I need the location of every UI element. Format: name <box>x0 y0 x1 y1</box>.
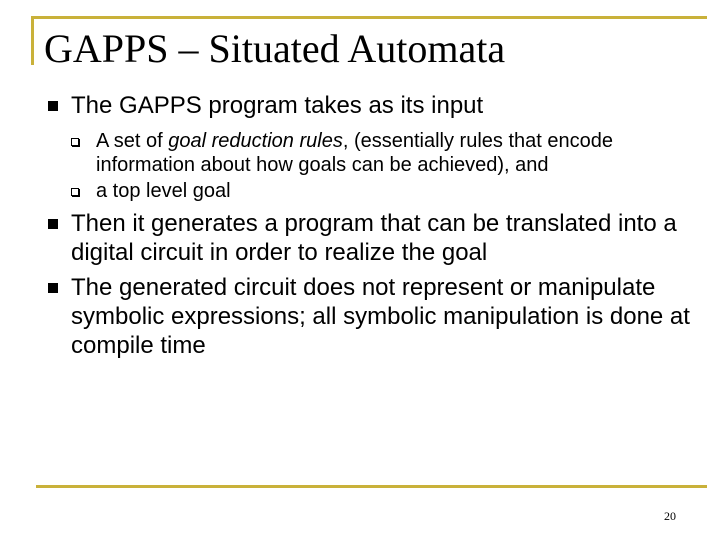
sub-bullet-text: a top level goal <box>96 180 231 202</box>
bullet-text: The GAPPS program takes as its input <box>71 92 484 119</box>
bullet-item <box>48 91 698 203</box>
bullet-list <box>48 91 698 360</box>
bullet-text: The generated circuit does not represent or manipulate symbolic expressions; all symbolic manipulation is done at compile time <box>71 274 690 359</box>
page-number: 20 <box>664 509 676 523</box>
sub-bullet-emphasis: goal reduction rules <box>168 130 343 152</box>
bullet-text: Then it generates a program that can be translated into a digital circuit in order to realize the goal <box>71 210 677 266</box>
bullet-item <box>48 209 698 267</box>
square-bullet-icon <box>48 283 58 293</box>
hollow-square-bullet-icon <box>71 138 79 146</box>
square-bullet-icon <box>48 101 58 111</box>
sub-bullet-text-start: A set of <box>96 130 169 152</box>
sub-bullet-item <box>71 129 698 177</box>
sub-bullet-text-end: , (essentially rules that encode information about how goals can be achieved), and <box>96 130 613 176</box>
square-bullet-icon <box>48 219 58 229</box>
title-left-rule <box>31 16 34 65</box>
bullet-item <box>48 273 698 360</box>
sub-bullet-list <box>71 129 698 203</box>
slide-title: GAPPS – Situated Automata <box>44 26 506 71</box>
hollow-square-bullet-icon <box>71 188 79 196</box>
sub-bullet-item <box>71 179 698 203</box>
footer-rule <box>36 485 707 488</box>
title-top-rule <box>31 16 707 19</box>
